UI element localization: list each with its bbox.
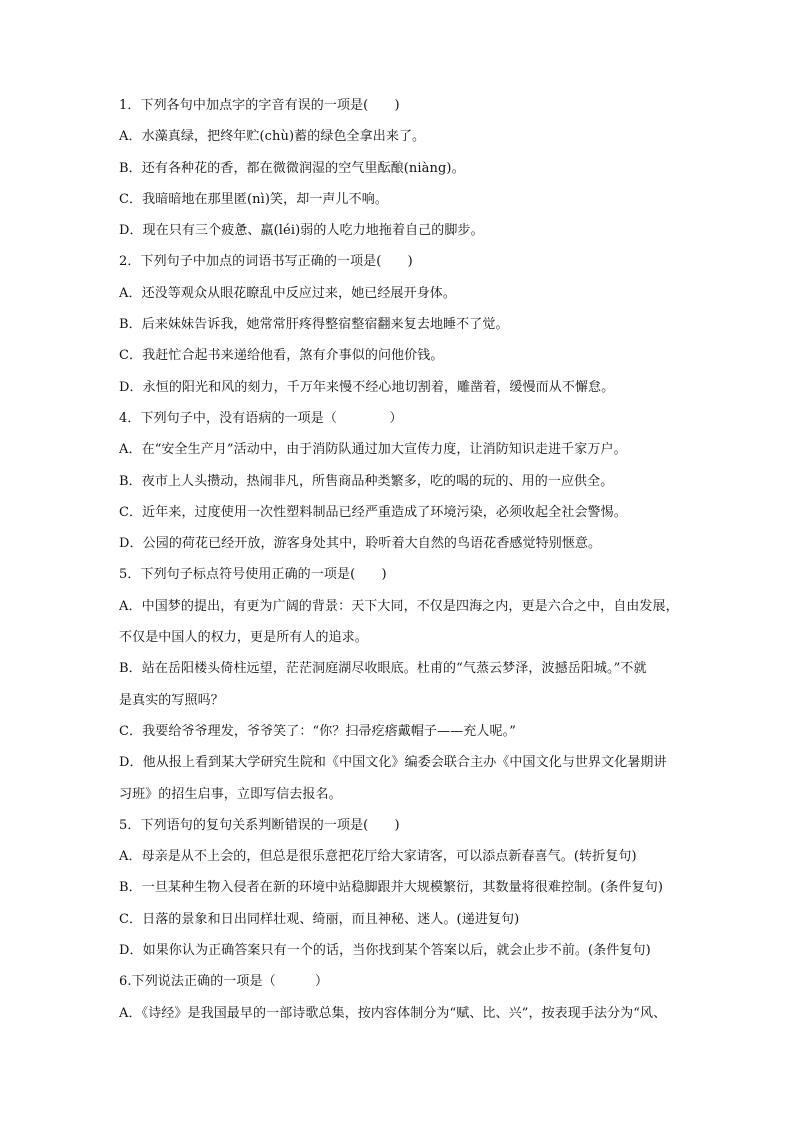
- question-5a-option-a: A．中国梦的提出，有更为广阔的背景：天下大同，不仅是四海之内，更是六合之中，自由发展，: [119, 598, 679, 614]
- question-5a-option-d: D．他从报上看到某大学研究生院和《中国文化》编委会联合主办《中国文化与世界文化暑期讲: [119, 755, 667, 771]
- question-5a-option-c: C．我要给爷爷理发，爷爷笑了：“你？扫帚疙瘩戴帽子——充人呢。”: [119, 723, 516, 739]
- question-4-option-a: A．在“安全生产月”活动中，由于消防队通过加大宣传力度，让消防知识走进千家万户。: [119, 442, 627, 458]
- question-4-option-d: D．公园的荷花已经开放，游客身处其中，聆听着大自然的鸟语花香感觉特别惬意。: [119, 536, 602, 552]
- question-4-option-c: C．近年来，过度使用一次性塑料制品已经严重造成了环境污染，必须收起全社会警惕。: [119, 504, 627, 520]
- question-5b-option-c: C．日落的景象和日出同样壮观、绮丽，而且神秘、迷人。(递进复句): [119, 911, 520, 927]
- question-1-option-d: D．现在只有三个疲惫、羸(léi)弱的人吃力地拖着自己的脚步。: [119, 223, 484, 239]
- question-5a-option-a-cont: 不仅是中国人的权力，更是所有人的追求。: [119, 630, 368, 646]
- question-2-option-a: A．还没等观众从眼花瞭乱中反应过来，她已经展开身体。: [119, 285, 456, 301]
- question-list: [119, 96, 709, 1035]
- question-5a-option-b-cont: 是真实的写照吗？: [119, 692, 224, 708]
- question-5a-stem: 5．下列句子标点符号使用正确的一项是( ): [119, 567, 387, 583]
- question-1-option-c: C．我暗暗地在那里匿(nì)笑，却一声儿不响。: [119, 191, 388, 207]
- question-6-stem: 6.下列说法正确的一项是（ ）: [119, 974, 329, 990]
- question-5a-option-b: B．站在岳阳楼头倚柱远望，茫茫洞庭湖尽收眼底。杜甫的“气蒸云梦泽，波撼岳阳城。”不就: [119, 661, 647, 677]
- question-5a-option-d-cont: 习班》的招生启事，立即写信去报名。: [119, 786, 342, 802]
- question-2-option-b: B．后来妹妹告诉我，她常常肝疼得整宿整宿翻来复去地睡不了觉。: [119, 317, 509, 333]
- question-1-option-b: B．还有各种花的香，都在微微润湿的空气里酝酿(niàng)。: [119, 160, 465, 176]
- question-5b-stem: 5．下列语句的复句关系判断错误的一项是( ): [119, 817, 400, 833]
- question-5b-option-a: A．母亲是从不上会的，但总是很乐意把花厅给大家请客，可以添点新春喜气。(转折复句): [119, 849, 637, 865]
- question-2-option-d: D．永恒的阳光和风的刻力，千万年来慢不经心地切割着，雕凿着，缓慢而从不懈怠。: [119, 379, 615, 395]
- question-2-stem: 2．下列句子中加点的词语书写正确的一项是( ): [119, 254, 413, 270]
- question-1-stem: 1．下列各句中加点字的字音有误的一项是( ): [119, 98, 400, 113]
- question-1-option-a: A．水藻真绿，把终年贮(chù)蓄的绿色全拿出来了。: [119, 129, 426, 145]
- question-4-option-b: B．夜市上人头攒动，热闹非凡，所售商品种类繁多，吃的喝的玩的、用的一应供全。: [119, 473, 614, 489]
- question-6-option-a: A．《诗经》是我国最早的一部诗歌总集，按内容体制分为“赋、比、兴”，按表现手法分为“风、: [119, 1005, 667, 1021]
- question-2-option-c: C．我赶忙合起书来递给他看，煞有介事似的问他价钱。: [119, 348, 444, 364]
- question-5b-option-b: B．一旦某种生物入侵者在新的环境中站稳脚跟并大规模繁衍，其数量将很难控制。(条件复句): [119, 880, 663, 896]
- question-5b-option-d: D．如果你认为正确答案只有一个的话，当你找到某个答案以后，就会止步不前。(条件复句): [119, 943, 651, 959]
- question-4-stem: 4．下列句子中，没有语病的一项是（ ）: [119, 410, 403, 426]
